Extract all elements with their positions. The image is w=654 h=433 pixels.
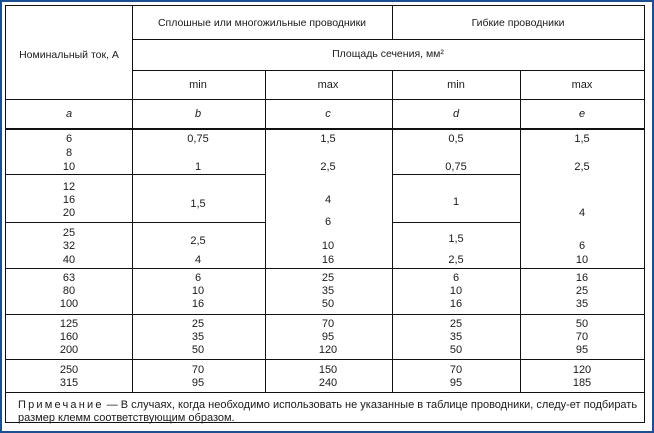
hline-row2-ab (6, 222, 265, 223)
cell-d: 16 (449, 298, 463, 310)
cell-a: 20 (62, 207, 76, 219)
cell-a: 160 (59, 331, 79, 343)
cell-d: 2,5 (448, 254, 464, 266)
hline-area-bottom (132, 70, 645, 71)
cell-e: 50 (575, 318, 589, 330)
cell-e: 1,5 (574, 133, 590, 145)
hline-row2-d (392, 222, 520, 223)
cell-b: 1 (194, 161, 202, 173)
cell-a: 80 (62, 285, 76, 297)
cell-b: 70 (191, 364, 205, 376)
cell-e: 120 (572, 364, 592, 376)
cell-e: 10 (575, 254, 589, 266)
cell-c: 50 (321, 298, 335, 310)
cell-a: 8 (65, 147, 73, 159)
hline-row3 (6, 268, 645, 269)
cell-c: 35 (321, 285, 335, 297)
cell-b: 16 (191, 298, 205, 310)
header-flexible-conductors: Гибкие проводники (471, 17, 565, 29)
vline-b (265, 70, 266, 392)
cell-c: 1,5 (320, 133, 336, 145)
column-letter-c: c (325, 108, 331, 120)
cell-a: 10 (62, 161, 76, 173)
hline-row5 (6, 359, 645, 360)
cell-e: 70 (575, 331, 589, 343)
hline-row4 (6, 314, 645, 315)
cell-c: 150 (318, 364, 338, 376)
hline-minmax-bottom (6, 99, 645, 100)
cell-a: 315 (59, 377, 79, 389)
cell-e: 2,5 (574, 161, 590, 173)
cell-b: 2,5 (190, 235, 206, 247)
cell-a: 12 (62, 181, 76, 193)
cell-c: 240 (318, 377, 338, 389)
cell-b: 4 (194, 254, 202, 266)
cell-d: 35 (449, 331, 463, 343)
cell-a: 32 (62, 240, 76, 252)
cell-e: 4 (578, 207, 586, 219)
hline-row1-d (392, 174, 520, 175)
cell-b: 25 (191, 318, 205, 330)
cell-e: 25 (575, 285, 589, 297)
cell-c: 2,5 (320, 161, 336, 173)
cell-c: 95 (321, 331, 335, 343)
cell-a: 40 (62, 254, 76, 266)
cell-b: 6 (194, 272, 202, 284)
hline-header-bottom-double (6, 129, 645, 130)
cell-d: 50 (449, 344, 463, 356)
cell-c: 4 (324, 194, 332, 206)
cell-a: 125 (59, 318, 79, 330)
cell-a: 16 (62, 194, 76, 206)
header-solid-conductors: Сплошные или многожильные проводники (157, 17, 367, 29)
cell-e: 185 (572, 377, 592, 389)
cell-c: 10 (321, 240, 335, 252)
cell-d: 25 (449, 318, 463, 330)
header-max-flexible: max (571, 79, 593, 91)
cell-a: 200 (59, 344, 79, 356)
cell-b: 0,75 (187, 133, 209, 145)
vline-group (392, 6, 393, 40)
cell-c: 120 (318, 344, 338, 356)
header-max-solid: max (317, 79, 339, 91)
cell-b: 95 (191, 377, 205, 389)
cell-d: 95 (449, 377, 463, 389)
cell-b: 35 (191, 331, 205, 343)
cell-d: 0,75 (445, 161, 467, 173)
header-min-solid: min (189, 79, 207, 91)
cell-c: 6 (324, 216, 332, 228)
cell-a: 100 (59, 298, 79, 310)
cell-d: 1 (452, 196, 460, 208)
cell-c: 25 (321, 272, 335, 284)
cell-a: 250 (59, 364, 79, 376)
column-letter-d: d (452, 108, 460, 120)
cell-c: 16 (321, 254, 335, 266)
cell-a: 6 (65, 133, 73, 145)
vline-c (392, 70, 393, 392)
cell-b: 10 (191, 285, 205, 297)
hline-table-bottom (6, 392, 645, 393)
cell-d: 6 (452, 272, 460, 284)
cell-d: 0,5 (448, 133, 464, 145)
column-letter-a: a (65, 108, 73, 120)
cell-d: 10 (449, 285, 463, 297)
hline-group-bottom (132, 39, 645, 40)
note-label: Примечание (18, 399, 104, 411)
column-letter-b: b (194, 108, 202, 120)
vline-d (520, 70, 521, 392)
cell-e: 95 (575, 344, 589, 356)
note-text: — В случаях, когда необходимо использовать не указанные в таблице проводники, следу-ет подбирать размер клемм соответствующим образом. (18, 399, 638, 424)
standard-table (5, 5, 645, 423)
header-min-flexible: min (447, 79, 465, 91)
column-letter-e: e (578, 108, 586, 120)
header-cross-section: Площадь сечения, мм² (332, 48, 444, 60)
table-note (18, 399, 643, 425)
cell-b: 50 (191, 344, 205, 356)
vline-a (132, 6, 133, 392)
hline-row1-ab (6, 174, 265, 175)
cell-c: 70 (321, 318, 335, 330)
cell-d: 1,5 (448, 233, 464, 245)
cell-d: 70 (449, 364, 463, 376)
cell-a: 63 (62, 272, 76, 284)
cell-e: 35 (575, 298, 589, 310)
cell-a: 25 (62, 227, 76, 239)
cell-e: 16 (575, 272, 589, 284)
header-nominal-current: Номинальный ток, А (19, 49, 119, 61)
cell-b: 1,5 (190, 198, 206, 210)
cell-e: 6 (578, 240, 586, 252)
